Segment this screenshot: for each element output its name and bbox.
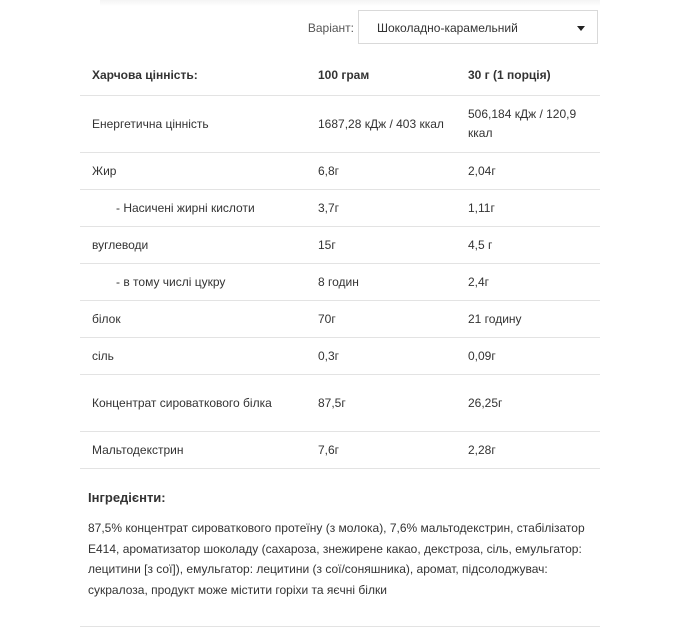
header-100g: 100 грам <box>306 55 456 96</box>
variant-label: Варіант: <box>307 21 354 35</box>
row-per-serving: 21 годину <box>456 301 600 338</box>
row-name: білок <box>80 301 306 338</box>
row-per-serving: 2,28г <box>456 432 600 469</box>
variant-select[interactable] <box>358 10 598 44</box>
header-nutrition: Харчова цінність: <box>80 55 306 96</box>
table-row <box>80 153 600 190</box>
table-row <box>80 301 600 338</box>
header-serving: 30 г (1 порція) <box>456 55 600 96</box>
row-name: вуглеводи <box>80 227 306 264</box>
row-per-100g: 7,6г <box>306 432 456 469</box>
row-name: Мальтодекстрин <box>80 432 306 469</box>
nutrition-table <box>80 55 600 469</box>
row-per-serving: 1,11г <box>456 190 600 227</box>
row-per-serving: 0,09г <box>456 338 600 375</box>
row-name: Енергетична цінність <box>80 96 306 153</box>
table-row <box>80 375 600 432</box>
row-name: Жир <box>80 153 306 190</box>
row-name: сіль <box>80 338 306 375</box>
ingredients-text: 87,5% концентрат сироваткового протеїну (з молока), 7,6% мальтодекстрин, стабілізатор Е414, ароматизатор шоколаду (сахароза, знежирене какао, декстроза, сіль, емульгатор: лецитини [з сої]), емульгатор: лецитини (з сої/соняшника), аромат, підсолоджувач: сукралоза, продукт може містити горіхи та яєчні білки <box>88 521 585 597</box>
table-header-row <box>80 55 600 96</box>
row-per-100g: 0,3г <box>306 338 456 375</box>
table-row <box>80 190 600 227</box>
row-name: - Насичені жирні кислоти <box>80 190 306 227</box>
row-name: Концентрат сироваткового білка <box>80 375 306 432</box>
table-row <box>80 227 600 264</box>
ingredients-title: Інгредієнти: <box>88 490 166 505</box>
row-per-100g: 8 годин <box>306 264 456 301</box>
variant-selected-value: Шоколадно-карамельний <box>377 21 518 35</box>
row-per-100g: 15г <box>306 227 456 264</box>
chevron-down-icon <box>577 26 585 31</box>
row-per-100g: 87,5г <box>306 375 456 432</box>
table-row <box>80 338 600 375</box>
top-fade-divider <box>100 0 600 6</box>
table-row <box>80 264 600 301</box>
row-per-100g: 1687,28 кДж / 403 ккал <box>306 96 456 153</box>
table-row <box>80 96 600 153</box>
row-per-serving: 2,4г <box>456 264 600 301</box>
row-name: - в тому числі цукру <box>80 264 306 301</box>
row-per-serving: 26,25г <box>456 375 600 432</box>
row-per-serving: 4,5 г <box>456 227 600 264</box>
row-per-serving: 2,04г <box>456 153 600 190</box>
row-per-100g: 70г <box>306 301 456 338</box>
table-row <box>80 432 600 469</box>
row-per-100g: 3,7г <box>306 190 456 227</box>
row-per-serving: 506,184 кДж / 120,9 ккал <box>456 96 600 153</box>
variant-row <box>0 10 600 46</box>
bottom-divider <box>80 626 600 627</box>
row-per-100g: 6,8г <box>306 153 456 190</box>
